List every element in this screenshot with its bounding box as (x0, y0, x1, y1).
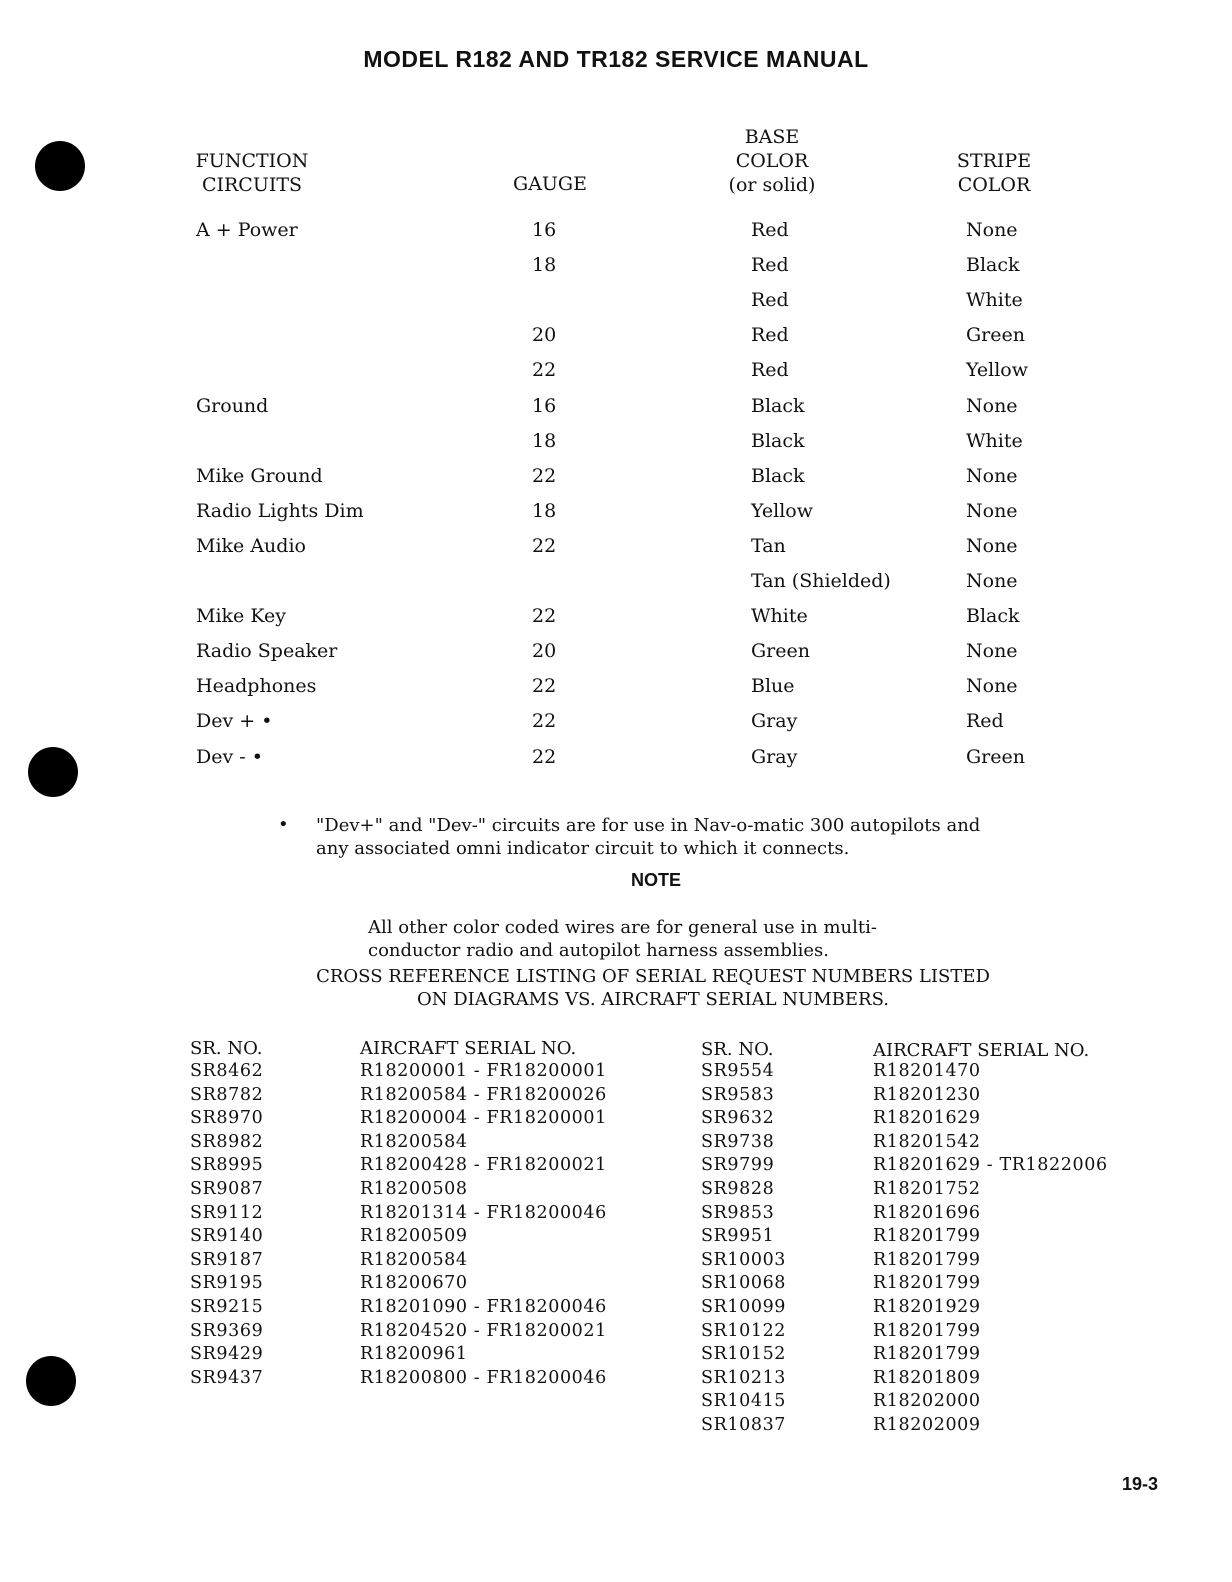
xref-right-sr: SR10003 (701, 1249, 787, 1270)
wire-cell-gauge: 20 (532, 640, 557, 663)
binder-hole-top (35, 141, 85, 191)
wire-cell-stripe: Green (966, 745, 1025, 768)
xref-left-serial: R18200670 (360, 1273, 468, 1294)
wire-cell-gauge: 22 (532, 710, 557, 733)
xref-left-sr-header: SR. NO. (190, 1038, 263, 1059)
xref-right-sr: SR9828 (701, 1179, 775, 1199)
xref-left-sr: SR9195 (190, 1273, 264, 1294)
xref-right-serial: R18202000 (873, 1391, 981, 1412)
note-body (368, 916, 1008, 962)
wire-cell-gauge: 18 (532, 254, 557, 277)
xref-right-serial: R18201799 (873, 1249, 981, 1270)
cross-reference-title-line2: ON DIAGRAMS VS. AIRCRAFT SERIAL NUMBERS. (416, 989, 889, 1010)
wire-cell-gauge: 22 (532, 359, 557, 382)
wire-cell-function: A + Power (196, 219, 298, 241)
xref-right-sr: SR9738 (701, 1131, 775, 1152)
binder-hole-middle (28, 747, 78, 797)
xref-right-serial: R18201799 (873, 1344, 981, 1365)
col-header-function-line1: FUNCTION (195, 150, 309, 172)
col-header-base-line3: (or solid) (728, 174, 816, 196)
col-header-stripe-color (932, 149, 1056, 197)
xref-left-serial: R18201090 - FR18200046 (360, 1297, 607, 1317)
page-number: 19-3 (1122, 1474, 1159, 1494)
col-header-stripe-line2: COLOR (957, 174, 1031, 196)
xref-right-sr: SR10213 (701, 1367, 787, 1388)
xref-left-sr: SR9140 (190, 1226, 264, 1247)
wire-cell-gauge: 16 (532, 219, 557, 241)
wire-cell-base: Red (751, 219, 789, 241)
xref-right-aircraft-header: AIRCRAFT SERIAL NO. (873, 1040, 1090, 1061)
wire-cell-base: Green (751, 640, 810, 663)
wire-cell-stripe: None (966, 464, 1018, 487)
xref-left-serial: R18200428 - FR18200021 (360, 1155, 607, 1176)
wire-cell-base: Gray (751, 745, 798, 768)
xref-right-sr: SR10099 (701, 1297, 787, 1317)
xref-right-serial: R18201799 (873, 1320, 981, 1341)
xref-left-serial: R18201314 - FR18200046 (360, 1202, 607, 1223)
wire-cell-function: Radio Speaker (196, 640, 338, 663)
wire-cell-stripe: None (966, 570, 1018, 592)
cross-reference-title-line1: CROSS REFERENCE LISTING OF SERIAL REQUEST NUMBERS LISTED (316, 966, 990, 987)
xref-left-sr: SR9369 (190, 1320, 264, 1341)
wire-cell-base: Yellow (751, 499, 813, 522)
wire-cell-function: Radio Lights Dim (196, 499, 364, 522)
xref-right-sr: SR9632 (701, 1108, 775, 1129)
xref-left-sr: SR8462 (190, 1061, 264, 1081)
xref-left-sr: SR9087 (190, 1179, 264, 1199)
wire-cell-function: Mike Audio (196, 534, 306, 557)
xref-left-serial: R18200584 (360, 1131, 468, 1152)
col-header-function-line2: CIRCUITS (201, 174, 303, 196)
xref-left-serial: R18200961 (360, 1344, 468, 1365)
wire-cell-function: Mike Ground (196, 464, 323, 487)
xref-right-sr: SR9554 (701, 1061, 775, 1081)
xref-right-serial: R18201629 (873, 1108, 981, 1129)
col-header-base-line2: COLOR (735, 150, 809, 172)
wire-cell-gauge: 20 (532, 324, 557, 347)
xref-left-serial: R18200508 (360, 1179, 468, 1199)
col-header-gauge: GAUGE (513, 173, 587, 195)
xref-right-sr: SR9951 (701, 1226, 775, 1247)
wire-cell-function: Dev - • (196, 745, 263, 768)
xref-right-sr-header: SR. NO. (701, 1039, 774, 1060)
wire-cell-base: Gray (751, 710, 798, 733)
xref-right-serial: R18201929 (873, 1297, 981, 1317)
wire-cell-stripe: None (966, 675, 1018, 698)
xref-left-serial: R18200584 - FR18200026 (360, 1084, 607, 1105)
wire-cell-function: Dev + • (196, 710, 273, 733)
wire-cell-base: Tan (Shielded) (751, 570, 891, 592)
xref-right-serial: R18201470 (873, 1061, 981, 1081)
xref-left-sr: SR9429 (190, 1344, 264, 1365)
xref-right-sr: SR10068 (701, 1273, 787, 1294)
wire-cell-gauge: 22 (532, 464, 557, 487)
xref-left-serial: R18200509 (360, 1226, 468, 1247)
wire-cell-gauge: 22 (532, 605, 557, 628)
wire-cell-stripe: White (966, 429, 1023, 452)
note-line1: All other color coded wires are for general use in multi- (368, 917, 877, 938)
wire-cell-stripe: Black (966, 254, 1020, 277)
col-header-function (172, 149, 332, 197)
xref-left-sr: SR8970 (190, 1108, 264, 1129)
wire-cell-gauge: 18 (532, 499, 557, 522)
xref-left-aircraft-header: AIRCRAFT SERIAL NO. (360, 1038, 577, 1059)
wire-cell-gauge: 18 (532, 429, 557, 452)
xref-right-serial: R18201752 (873, 1179, 981, 1199)
wire-cell-stripe: None (966, 499, 1018, 522)
col-header-stripe-line1: STRIPE (956, 150, 1032, 172)
footnote-bullet: • (278, 814, 289, 835)
xref-left-serial: R18200584 (360, 1249, 468, 1270)
xref-left-sr: SR9112 (190, 1202, 264, 1223)
xref-left-sr: SR9437 (190, 1367, 264, 1388)
wire-cell-base: Black (751, 464, 805, 487)
footnote (316, 814, 1076, 860)
cross-reference-title (260, 965, 1046, 1011)
wire-cell-base: White (751, 605, 808, 628)
wire-cell-gauge: 22 (532, 534, 557, 557)
note-line2: conductor radio and autopilot harness assemblies. (368, 940, 830, 961)
xref-left-serial: R18200001 - FR18200001 (360, 1061, 607, 1081)
wire-cell-stripe: Red (966, 710, 1004, 733)
note-title: NOTE (630, 870, 681, 890)
xref-right-serial: R18201696 (873, 1202, 981, 1223)
wire-cell-base: Black (751, 394, 805, 417)
footnote-line1: "Dev+" and "Dev-" circuits are for use in Nav-o-matic 300 autopilots and (316, 815, 981, 836)
wire-cell-base: Red (751, 254, 789, 277)
xref-right-serial: R18202009 (873, 1415, 981, 1435)
wire-cell-base: Red (751, 359, 789, 382)
wire-cell-stripe: Yellow (966, 359, 1028, 382)
wire-cell-gauge: 22 (532, 675, 557, 698)
xref-right-sr: SR10837 (701, 1415, 787, 1435)
xref-right-sr: SR9853 (701, 1202, 775, 1223)
xref-right-serial: R18201799 (873, 1226, 981, 1247)
xref-right-serial: R18201542 (873, 1131, 981, 1152)
wire-cell-base: Red (751, 289, 789, 312)
xref-right-sr: SR10152 (701, 1344, 787, 1365)
xref-right-sr: SR10415 (701, 1391, 787, 1412)
wire-cell-stripe: White (966, 289, 1023, 312)
wire-cell-base: Blue (751, 675, 795, 698)
wire-cell-function: Mike Key (196, 605, 286, 628)
wire-cell-base: Tan (751, 534, 786, 557)
xref-left-sr: SR9187 (190, 1249, 264, 1270)
wire-cell-stripe: None (966, 394, 1018, 417)
xref-right-serial: R18201799 (873, 1273, 981, 1294)
xref-left-serial: R18200800 - FR18200046 (360, 1367, 607, 1388)
xref-right-sr: SR9583 (701, 1084, 775, 1105)
wire-cell-stripe: Green (966, 324, 1025, 347)
footnote-line2: any associated omni indicator circuit to which it connects. (316, 838, 850, 859)
xref-left-serial: R18204520 - FR18200021 (360, 1320, 607, 1341)
xref-right-sr: SR10122 (701, 1320, 787, 1341)
xref-right-serial: R18201629 - TR1822006 (873, 1155, 1108, 1176)
wire-cell-gauge: 16 (532, 394, 557, 417)
wire-cell-stripe: None (966, 219, 1018, 241)
wire-cell-stripe: Black (966, 605, 1020, 628)
wire-cell-gauge: 22 (532, 745, 557, 768)
col-header-base-color (700, 125, 844, 197)
wire-cell-base: Black (751, 429, 805, 452)
xref-right-sr: SR9799 (701, 1155, 775, 1176)
xref-left-sr: SR8782 (190, 1084, 264, 1105)
xref-left-serial: R18200004 - FR18200001 (360, 1108, 607, 1129)
wire-cell-function: Headphones (196, 675, 317, 698)
wire-cell-stripe: None (966, 640, 1018, 663)
xref-right-serial: R18201809 (873, 1367, 981, 1388)
xref-left-sr: SR9215 (190, 1297, 264, 1317)
col-header-base-line1: BASE (744, 126, 800, 148)
wire-cell-stripe: None (966, 534, 1018, 557)
binder-hole-bottom (26, 1356, 76, 1406)
xref-right-serial: R18201230 (873, 1084, 981, 1105)
xref-left-sr: SR8982 (190, 1131, 264, 1152)
wire-cell-function: Ground (196, 394, 269, 417)
wire-cell-base: Red (751, 324, 789, 347)
page-header-title: MODEL R182 AND TR182 SERVICE MANUAL (363, 46, 869, 72)
xref-left-sr: SR8995 (190, 1155, 264, 1176)
